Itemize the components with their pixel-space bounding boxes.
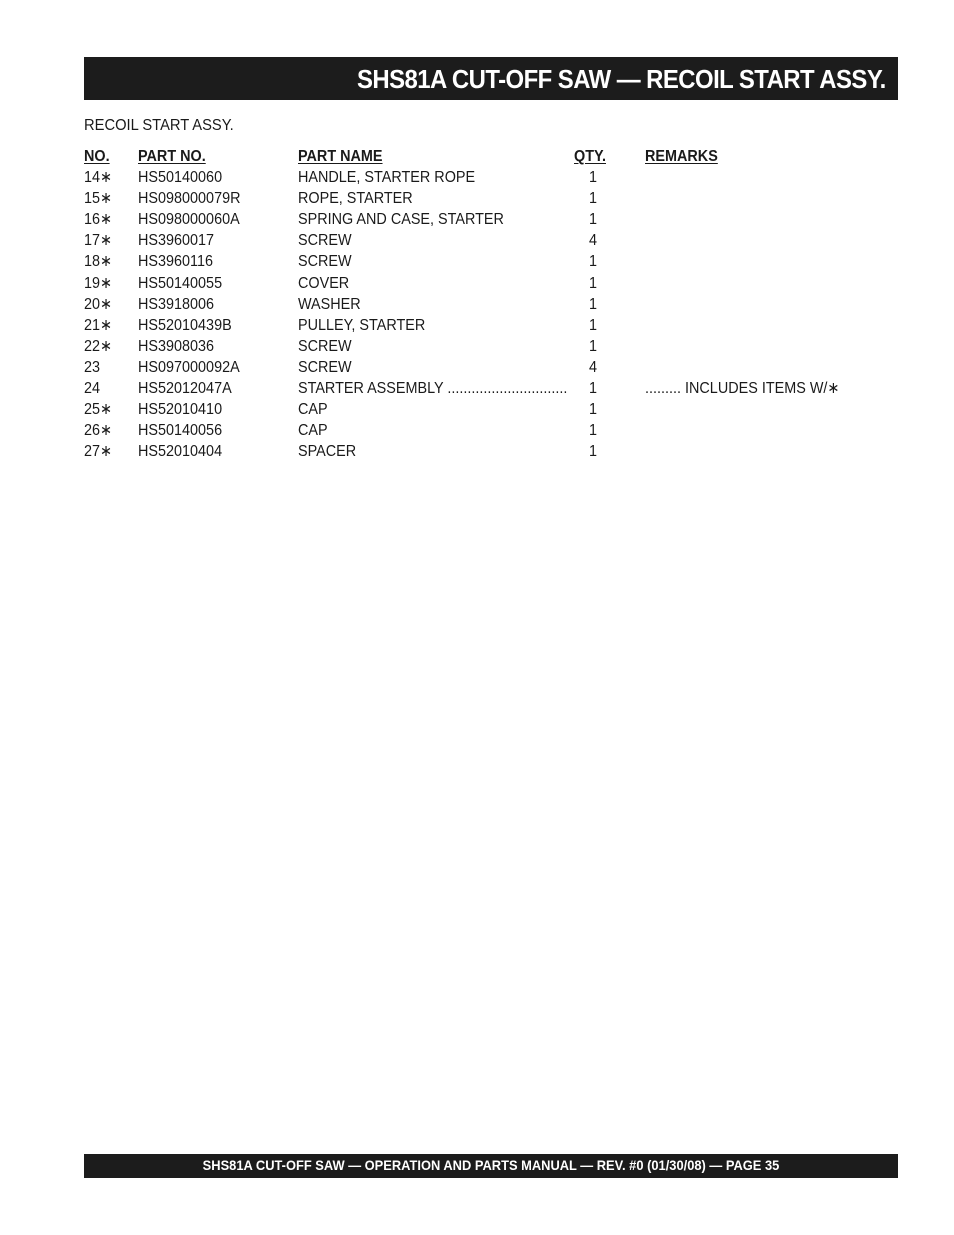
section-label: RECOIL START ASSY.	[84, 117, 234, 134]
table-row	[84, 441, 844, 462]
table-row	[84, 336, 844, 357]
cell-part-no: HS3960116	[138, 253, 213, 271]
cell-no: 25∗	[84, 401, 113, 419]
cell-no: 27∗	[84, 443, 113, 461]
cell-part-name: STARTER ASSEMBLY ..............................	[298, 380, 568, 398]
cell-qty: 1	[589, 253, 598, 271]
table-row	[84, 273, 844, 294]
cell-qty: 1	[589, 422, 598, 440]
column-header-qty: QTY.	[574, 148, 607, 165]
cell-part-no: HS52010410	[138, 401, 223, 419]
cell-part-name: ROPE, STARTER	[298, 190, 413, 208]
cell-remarks: ......... INCLUDES ITEMS W/∗	[645, 380, 840, 398]
cell-no: 22∗	[84, 337, 113, 355]
cell-qty: 1	[589, 337, 598, 355]
table-row	[84, 315, 844, 336]
table-body	[84, 167, 844, 462]
table-row	[84, 357, 844, 378]
cell-no: 26∗	[84, 422, 113, 440]
cell-qty: 1	[589, 295, 598, 313]
table-row	[84, 378, 844, 399]
parts-table	[84, 146, 844, 462]
cell-no: 24	[84, 380, 101, 398]
page-footer-bar	[84, 1154, 898, 1178]
table-row	[84, 399, 844, 420]
cell-qty: 1	[589, 443, 598, 461]
cell-part-no: HS50140055	[138, 274, 223, 292]
cell-part-no: HS098000060A	[138, 211, 240, 229]
cell-part-no: HS3918006	[138, 295, 215, 313]
cell-no: 21∗	[84, 316, 113, 334]
cell-qty: 4	[589, 232, 598, 250]
cell-part-name: CAP	[298, 401, 328, 419]
cell-part-name: SPACER	[298, 443, 357, 461]
cell-qty: 1	[589, 211, 598, 229]
cell-part-name: SCREW	[298, 232, 352, 250]
cell-part-no: HS3908036	[138, 337, 215, 355]
table-row	[84, 209, 844, 230]
table-row	[84, 188, 844, 209]
cell-no: 18∗	[84, 253, 113, 271]
cell-part-no: HS3960017	[138, 232, 215, 250]
table-row	[84, 251, 844, 272]
cell-qty: 1	[589, 401, 598, 419]
page-header-bar	[84, 57, 898, 100]
cell-part-no: HS098000079R	[138, 190, 241, 208]
cell-part-name: SPRING AND CASE, STARTER	[298, 211, 504, 229]
cell-part-no: HS52010439B	[138, 316, 232, 334]
page-footer-text: SHS81A CUT-OFF SAW — OPERATION AND PARTS MANUAL — REV. #0 (01/30/08) — PAGE 35	[202, 1157, 780, 1173]
cell-no: 23	[84, 358, 101, 376]
cell-part-name: CAP	[298, 422, 328, 440]
cell-part-name: SCREW	[298, 337, 352, 355]
cell-no: 20∗	[84, 295, 113, 313]
cell-part-name: SCREW	[298, 358, 352, 376]
cell-qty: 1	[589, 169, 598, 187]
cell-part-no: HS50140060	[138, 169, 223, 187]
table-row	[84, 230, 844, 251]
cell-qty: 1	[589, 380, 598, 398]
cell-no: 19∗	[84, 274, 113, 292]
page-title: SHS81A CUT-OFF SAW — RECOIL START ASSY.	[357, 64, 886, 94]
cell-qty: 1	[589, 274, 598, 292]
cell-no: 15∗	[84, 190, 113, 208]
cell-part-name: WASHER	[298, 295, 361, 313]
cell-part-name: PULLEY, STARTER	[298, 316, 426, 334]
table-row	[84, 167, 844, 188]
cell-part-no: HS52010404	[138, 443, 223, 461]
cell-part-name: SCREW	[298, 253, 352, 271]
cell-no: 16∗	[84, 211, 113, 229]
column-header-remarks: REMARKS	[645, 148, 718, 165]
cell-no: 14∗	[84, 169, 113, 187]
table-header-row	[84, 146, 844, 167]
cell-qty: 4	[589, 358, 598, 376]
cell-part-no: HS097000092A	[138, 358, 240, 376]
column-header-part-no: PART NO.	[138, 148, 206, 165]
column-header-part-name: PART NAME	[298, 148, 383, 165]
column-header-no: NO.	[84, 148, 110, 165]
cell-part-no: HS52012047A	[138, 380, 232, 398]
table-row	[84, 420, 844, 441]
cell-part-no: HS50140056	[138, 422, 223, 440]
cell-part-name: COVER	[298, 274, 350, 292]
cell-qty: 1	[589, 190, 598, 208]
table-row	[84, 294, 844, 315]
cell-qty: 1	[589, 316, 598, 334]
cell-no: 17∗	[84, 232, 113, 250]
cell-part-name: HANDLE, STARTER ROPE	[298, 169, 476, 187]
